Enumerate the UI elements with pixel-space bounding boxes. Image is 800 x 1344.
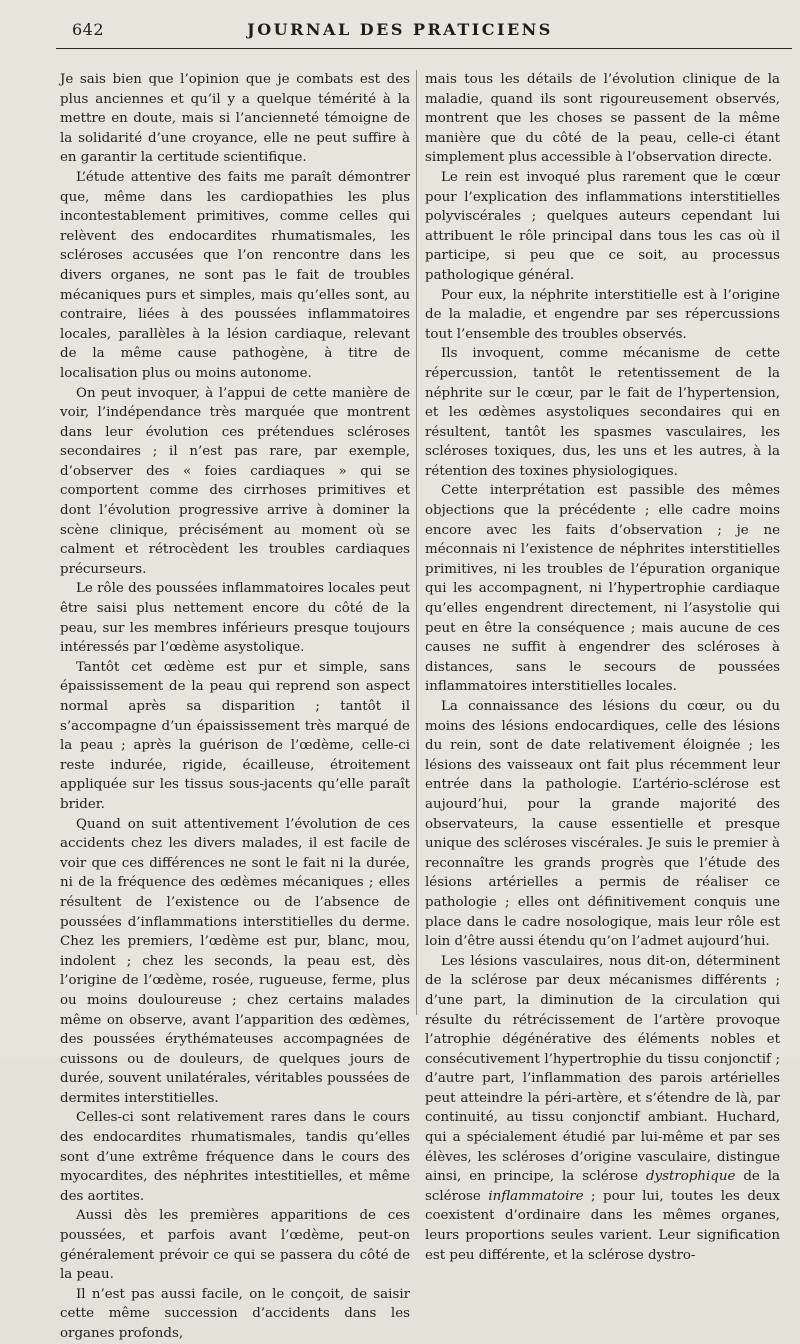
paragraph: Aussi dès les premières apparitions de ces poussées, et parfois avant l’œdème, peut-on généralement prévoir ce qui se passera du côté de la peau. [60,1208,410,1283]
paragraph: Celles-ci sont relativement rares dans le cours des endocardites rhumatismales, tandis qu’elles sont d’une extrême fréquence dans le cours des myocardites, des néphrites intestitielles, et même des aortites. [60,1110,410,1204]
page-number: 642 [72,20,105,39]
paragraph: Tantôt cet œdème est pur et simple, sans épaississement de la peau qui reprend son aspect normal après sa disparition ; tantôt il s’accompagne d’un épaississement très marqué de la peau ; après la guérison de l’œdème, celle-ci reste indurée, rigide, écailleuse, étroitement appliquée sur les tissus sous-jacents qu’elle paraît brider. [60,659,410,812]
paragraph: Ils invoquent, comme mécanisme de cette répercussion, tantôt le retentissement de la néphrite sur le cœur, par le fait de l’hypertension, et les œdèmes asystoliques secondaires qui en résultent, tantôt les spasmes vasculaires, les scléroses toxiques, dus, les uns et les autres, à la rétention des toxines physiologiques. [425,346,780,479]
left-column [60,70,410,1344]
page-header [0,20,800,44]
italic-term-inflammatoire: inflammatoire [488,1188,584,1204]
right-column [425,70,780,1265]
column-divider [416,70,417,1015]
header-rule [56,48,792,49]
paragraph: Il n’est pas aussi facile, on le conçoit, de saisir cette même succession d’accidents dans les organes profonds, [60,1286,410,1341]
paragraph: On peut invoquer, à l’appui de cette manière de voir, l’indépendance très marquée que montrent dans leur évolution ces prétendues scléroses secondaires ; il n’est pas rare, par exemple, d’observer des « foies cardiaques » qui se comportent comme des cirrhoses primitives et dont l’évolution progressive arrive à dominer la scène clinique, précisément au moment où se calment et rétrocèdent les troubles cardiaques précurseurs. [60,385,410,577]
text-run: Les lésions vasculaires, nous dit-on, déterminent de la sclérose par deux mécanismes différents ; d’une part, la diminution de la circulation qui résulte du rétrécissement de l’artère provoque l’atrophie dégénérative des éléments nobles et consécutivement l’hypertrophie du tissu conjonctif ; d’autre part, l’inflammation des parois artérielles peut atteindre la péri-artère, et s’étendre de là, par continuité, au tissu conjonctif ambiant. Huchard, qui a spécialement étudié par lui-même et par ses élèves, les scléroses d’origine vasculaire, distingue ainsi, en principe, la sclérose [425,953,780,1185]
paragraph: Le rôle des poussées inflammatoires locales peut être saisi plus nettement encore du côté de la peau, sur les membres inférieurs presque toujours intéressés par l’œdème asystolique. [60,581,410,656]
paragraph: L’étude attentive des faits me paraît démontrer que, même dans les cardiopathies les plus incontestablement primitives, comme celles qui relèvent des endocardites rhumatismales, les scléroses accusées que l’on rencontre dans les divers organes, ne sont pas le fait de troubles mécaniques purs et simples, mais qu’elles sont, au contraire, liées à des poussées inflammatoires locales, parallèles à la lésion cardiaque, relevant de la même cause pathogène, à titre de localisation plus ou moins autonome. [60,169,410,381]
paragraph: Je sais bien que l’opinion que je combats est des plus anciennes et qu’il y a quelque témérité à la mettre en doute, mais si l’ancienneté témoigne de la solidarité d’une croyance, elle ne peut suffire à en garantir la certitude scientifique. [60,72,410,166]
italic-term-dystrophique: dystrophique [645,1169,736,1185]
continued-paragraph: mais tous les détails de l’évolution clinique de la maladie, quand ils sont rigoureusement observés, montrent que les choses se passent de la même manière que du côté de la peau, celle-ci étant simplement plus accessible à l’observation directe. [425,72,780,166]
running-title: JOURNAL DES PRATICIENS [247,20,553,39]
paragraph: Quand on suit attentivement l’évolution de ces accidents chez les divers malades, il est facile de voir que ces différences ne sont le fait ni la durée, ni de la fréquence des œdèmes mécaniques ; elles résultent de l’existence ou de l’absence de poussées d’inflammations interstitielles du derme. Chez les premiers, l’œdème est pur, blanc, mou, indolent ; chez les seconds, la peau est, dès l’origine de l’œdème, rosée, rugueuse, ferme, plus ou moins douloureuse ; chez certains malades même on observe, avant l’apparition des œdèmes, des poussées érythémateuses accompagnées de cuissons ou de douleurs, de quelques jours de durée, souvent unilatérales, véritables poussées de dermites interstitielles. [60,816,410,1106]
paragraph [425,952,780,1266]
paragraph: Le rein est invoqué plus rarement que le cœur pour l’explication des inflammations interstitielles polyviscérales ; quelques auteurs cependant lui attribuent le rôle principal dans tous les cas où il participe, si peu que ce soit, au processus pathologique général. [425,169,780,283]
paragraph: Pour eux, la néphrite interstitielle est à l’origine de la maladie, et engendre par ses répercussions tout l’ensemble des troubles observés. [425,287,780,342]
text-run: ; pour lui, toutes les deux coexistent d’ordinaire dans les mêmes organes, leurs proportions seules varient. Leur signification est peu différente, et la sclérose dystro- [425,1188,780,1263]
paragraph: La connaissance des lésions du cœur, ou du moins des lésions endocardiques, celle des lésions du rein, sont de date relativement éloignée ; les lésions des vaisseaux ont fait plus récemment leur entrée dans la pathologie. L’artério-sclérose est aujourd’hui, pour la grande majorité des observateurs, la cause essentielle et presque unique des scléroses viscérales. Je suis le premier à reconnaître les grands progrès que l’étude des lésions artérielles a permis de réaliser ce pathologie ; elles ont définitivement conquis une place dans le cadre nosologique, mais leur rôle est loin d’être aussi étendu qu’on l’admet aujourd’hui. [425,699,780,950]
text-run: de la sclérose [425,1169,780,1204]
paragraph: Cette interprétation est passible des mêmes objections que la précédente ; elle cadre moins encore avec les faits d’observation ; je ne méconnais ni l’existence de néphrites interstitielles primitives, ni les troubles de l’épuration organique qui les accompagnent, ni l’hypertrophie cardiaque qu’elles engendrent directement, ni l’asystolie qui peut en être la conséquence ; mais aucune de ces causes ne suffit à engendrer des scléroses à distances, sans le secours de poussées inflammatoires interstitielles locales. [425,483,780,695]
